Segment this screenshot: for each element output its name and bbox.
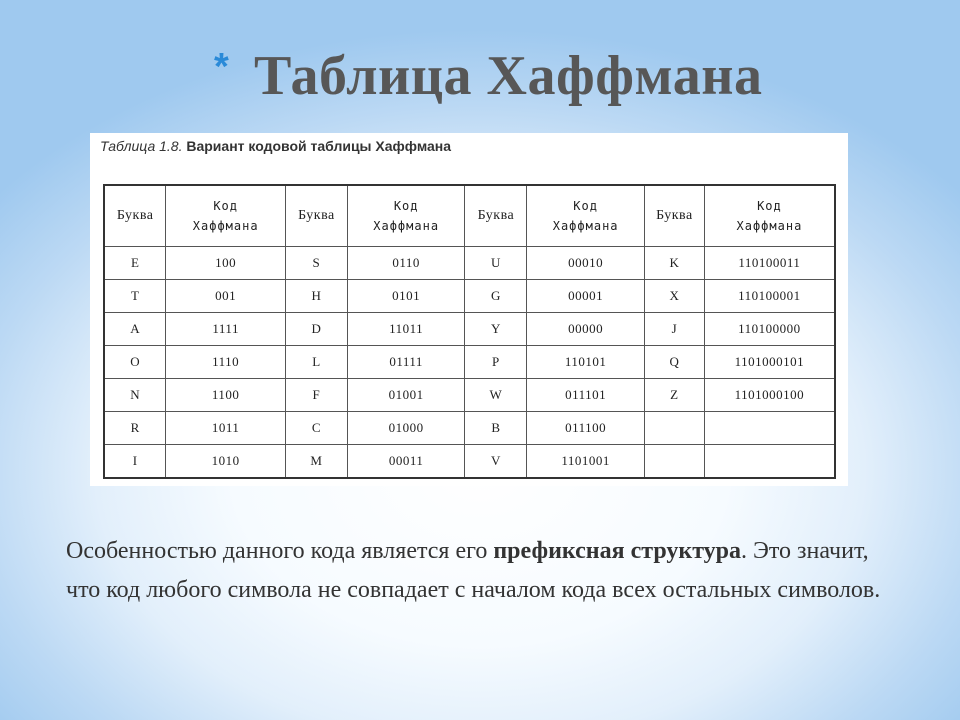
- table-cell: 01001: [347, 379, 465, 412]
- table-cell: P: [465, 346, 527, 379]
- table-cell: 1101000101: [704, 346, 835, 379]
- table-cell: 1010: [166, 445, 286, 479]
- description-paragraph: [66, 532, 906, 610]
- table-row: [104, 247, 835, 280]
- header-code-line1: Код: [393, 199, 419, 213]
- table-cell: U: [465, 247, 527, 280]
- header-letter: Буква: [644, 185, 704, 247]
- header-code-line2: Хаффмана: [373, 219, 440, 233]
- table-cell-empty: [704, 412, 835, 445]
- table-cell: 110100011: [704, 247, 835, 280]
- table-header-row: [104, 185, 835, 247]
- caption-title: Вариант кодовой таблицы Хаффмана: [186, 138, 452, 154]
- table-cell: X: [644, 280, 704, 313]
- table-cell: 1011: [166, 412, 286, 445]
- header-letter: Буква: [104, 185, 166, 247]
- table-cell: C: [286, 412, 348, 445]
- table-cell: 1101001: [527, 445, 645, 479]
- table-cell-empty: [704, 445, 835, 479]
- table-cell: 00011: [347, 445, 465, 479]
- title-text: Таблица Хаффмана: [254, 45, 763, 107]
- table-cell: W: [465, 379, 527, 412]
- header-code-line1: Код: [573, 199, 598, 213]
- table-cell: 1101000100: [704, 379, 835, 412]
- table-cell: T: [104, 280, 166, 313]
- table-cell: 01000: [347, 412, 465, 445]
- table-cell: 110101: [527, 346, 645, 379]
- table-cell-empty: [644, 445, 704, 479]
- table-cell: D: [286, 313, 348, 346]
- table-cell: Q: [644, 346, 704, 379]
- header-code: [704, 185, 835, 247]
- table-cell: B: [465, 412, 527, 445]
- table-cell: L: [286, 346, 348, 379]
- table-cell: 1110: [166, 346, 286, 379]
- header-code-line1: Код: [213, 199, 239, 213]
- table-row: [104, 313, 835, 346]
- table-cell: 001: [166, 280, 286, 313]
- table-cell: Z: [644, 379, 704, 412]
- table-cell: 011101: [527, 379, 645, 412]
- huffman-table-figure: [90, 133, 848, 486]
- table-cell: R: [104, 412, 166, 445]
- table-cell: 110100001: [704, 280, 835, 313]
- header-code-line2: Хаффмана: [736, 219, 803, 233]
- paragraph-text-start: Особенностью данного кода является его: [66, 538, 494, 564]
- table-cell: O: [104, 346, 166, 379]
- caption-number: Таблица 1.8.: [100, 138, 183, 154]
- header-code: [347, 185, 465, 247]
- table-cell: 00001: [527, 280, 645, 313]
- header-code: [166, 185, 286, 247]
- table-cell: H: [286, 280, 348, 313]
- header-code: [527, 185, 645, 247]
- table-cell: 0110: [347, 247, 465, 280]
- table-cell: 011100: [527, 412, 645, 445]
- table-caption: [100, 138, 451, 154]
- header-letter: Буква: [286, 185, 348, 247]
- table-cell: 11011: [347, 313, 465, 346]
- table-cell: 110100000: [704, 313, 835, 346]
- table-cell: F: [286, 379, 348, 412]
- paragraph-text-end: . Это значит, что код любого символа не совпадает с началом кода всех остальных символов.: [66, 538, 881, 603]
- header-code-line2: Хаффмана: [552, 219, 619, 233]
- table-cell: 00000: [527, 313, 645, 346]
- table-cell: S: [286, 247, 348, 280]
- paragraph-bold-term: префиксная структура: [493, 538, 742, 564]
- table-cell: 1100: [166, 379, 286, 412]
- table-row: [104, 346, 835, 379]
- table-cell-empty: [644, 412, 704, 445]
- table-cell: A: [104, 313, 166, 346]
- table-cell: 0101: [347, 280, 465, 313]
- table-cell: I: [104, 445, 166, 479]
- table-cell: J: [644, 313, 704, 346]
- table-cell: 100: [166, 247, 286, 280]
- table-cell: Y: [465, 313, 527, 346]
- table-cell: E: [104, 247, 166, 280]
- table-cell: 1111: [166, 313, 286, 346]
- table-cell: V: [465, 445, 527, 479]
- title-asterisk-icon: *: [214, 46, 229, 88]
- huffman-code-table: [103, 184, 836, 479]
- table-cell: G: [465, 280, 527, 313]
- table-cell: M: [286, 445, 348, 479]
- table-cell: 01111: [347, 346, 465, 379]
- table-cell: 00010: [527, 247, 645, 280]
- header-code-line2: Хаффмана: [192, 219, 259, 233]
- header-code-line1: Код: [757, 199, 782, 213]
- table-cell: N: [104, 379, 166, 412]
- table-row: [104, 445, 835, 479]
- table-row: [104, 412, 835, 445]
- table-cell: K: [644, 247, 704, 280]
- table-row: [104, 379, 835, 412]
- table-row: [104, 280, 835, 313]
- header-letter: Буква: [465, 185, 527, 247]
